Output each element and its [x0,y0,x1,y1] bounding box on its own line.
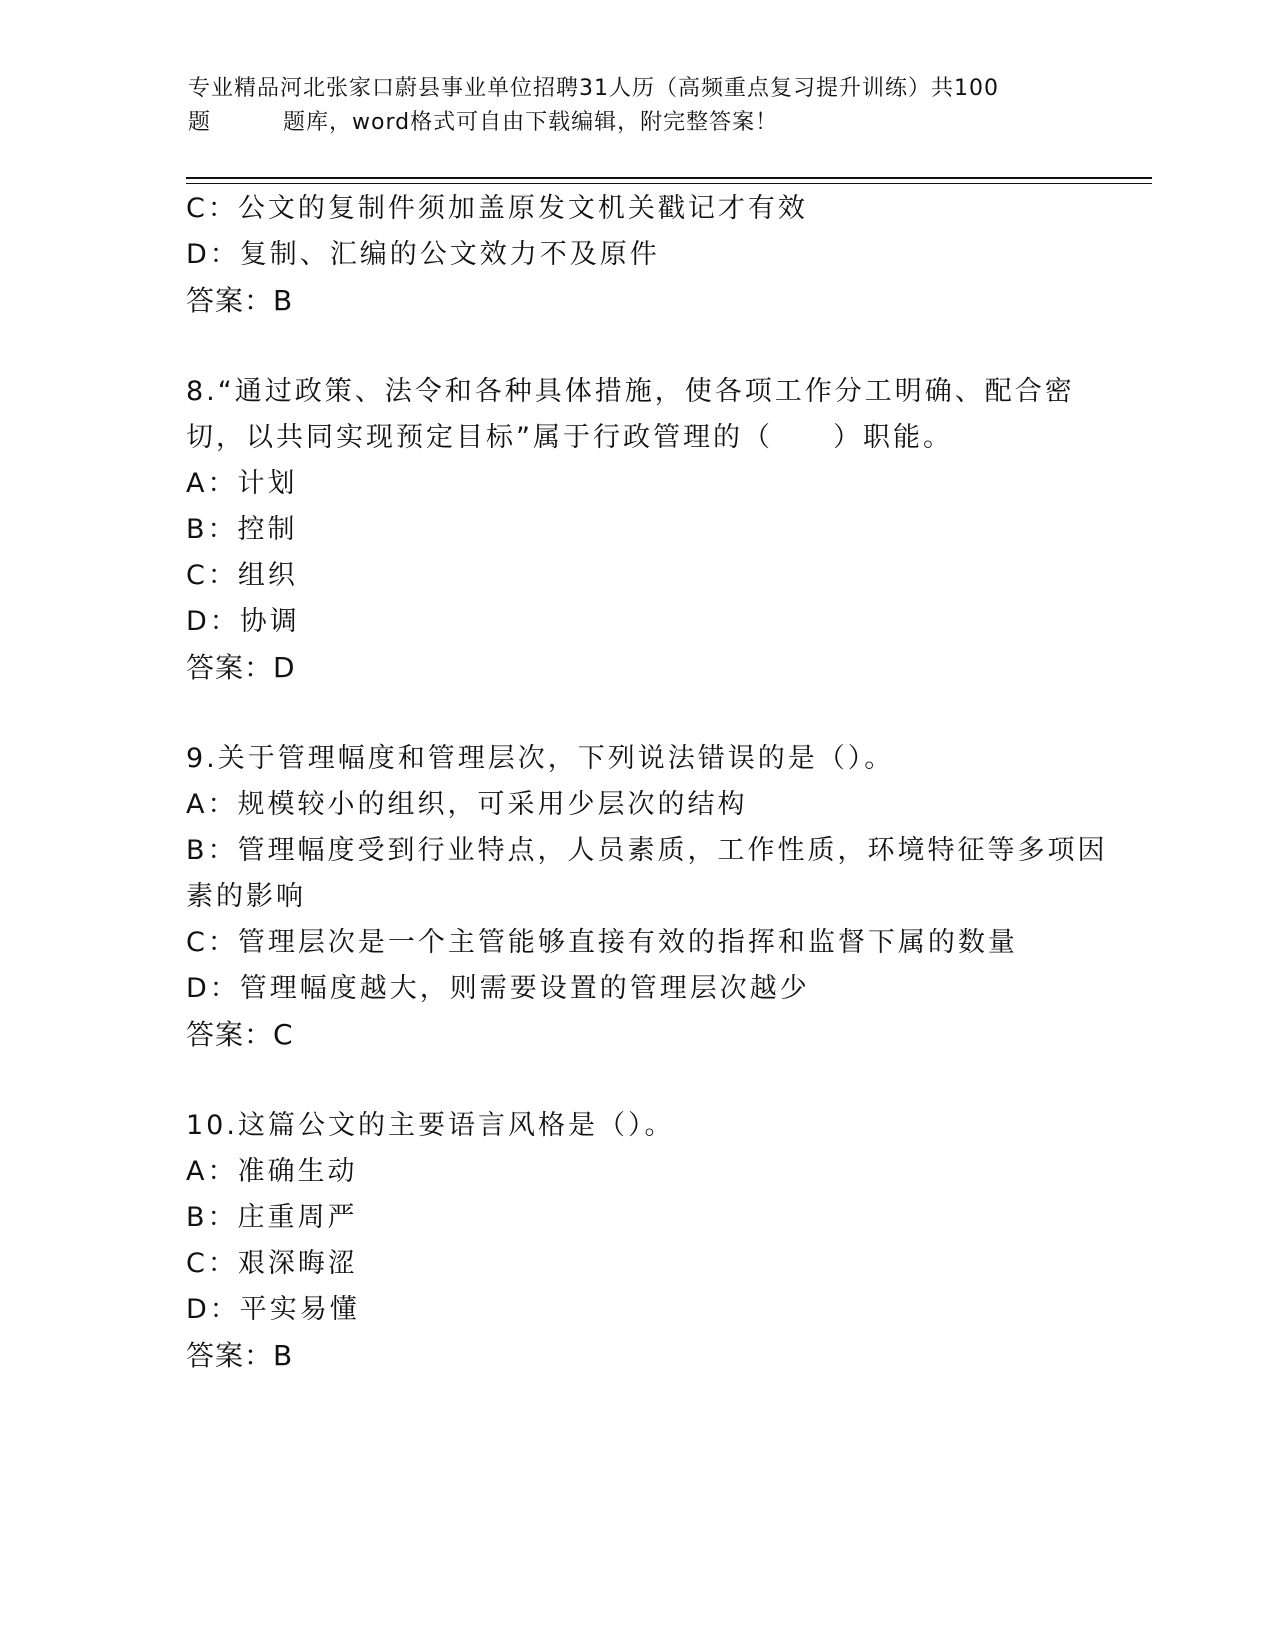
option-b: B：庄重周严 [186,1202,358,1233]
question-stem: 9.关于管理幅度和管理层次，下列说法错误的是（）。 [186,743,895,774]
option-b: B：控制 [186,514,298,545]
document-header [188,72,1088,140]
question-block-10 [186,1103,1086,1379]
header-title-line1: 专业精品河北张家口蔚县事业单位招聘31人历（高频重点复习提升训练）共100 [188,76,999,101]
option-a: A：规模较小的组织，可采用少层次的结构 [186,789,748,820]
option-a: A：计划 [186,468,298,499]
header-gap [211,106,283,140]
header-rule-thin [186,183,1152,184]
option-b-line2: 素的影响 [186,881,306,912]
answer-line: 答案：D [186,651,296,684]
question-content [186,186,1108,1379]
answer-line: 答案：B [186,1339,294,1372]
option-d: D：复制、汇编的公文效力不及原件 [186,239,660,270]
header-title-line2 [188,106,1088,140]
option-b-line1: B：管理幅度受到行业特点，人员素质，工作性质，环境特征等多项因 [186,835,1108,866]
option-c: C：组织 [186,560,298,591]
option-d: D：平实易懂 [186,1294,360,1325]
option-c: C：公文的复制件须加盖原发文机关戳记才有效 [186,193,808,224]
header-title-line2-left: 题 [188,110,212,135]
question-stem-line2: 切，以共同实现预定目标”属于行政管理的（ ）职能。 [186,422,953,453]
question-block-9 [186,736,1108,1058]
answer-line: 答案：C [186,1018,294,1051]
question-stem: 10.这篇公文的主要语言风格是（）。 [186,1110,675,1141]
answer-line: 答案：B [186,284,294,317]
header-title-line2-right: 题库，word格式可自由下载编辑，附完整答案！ [283,110,779,135]
option-a: A：准确生动 [186,1156,358,1187]
option-c: C：管理层次是一个主管能够直接有效的指挥和监督下属的数量 [186,927,1018,958]
block-spacer [186,691,1086,736]
option-d: D：协调 [186,606,300,637]
block-spacer [186,324,1086,369]
header-rule-thick [186,177,1152,179]
option-c: C：艰深晦涩 [186,1248,358,1279]
option-d: D：管理幅度越大，则需要设置的管理层次越少 [186,973,810,1004]
block-spacer [186,1058,1086,1103]
question-stem-line1: 8.“通过政策、法令和各种具体措施，使各项工作分工明确、配合密 [186,376,1075,407]
question-block-7 [186,186,1086,324]
question-block-8 [186,369,1086,691]
